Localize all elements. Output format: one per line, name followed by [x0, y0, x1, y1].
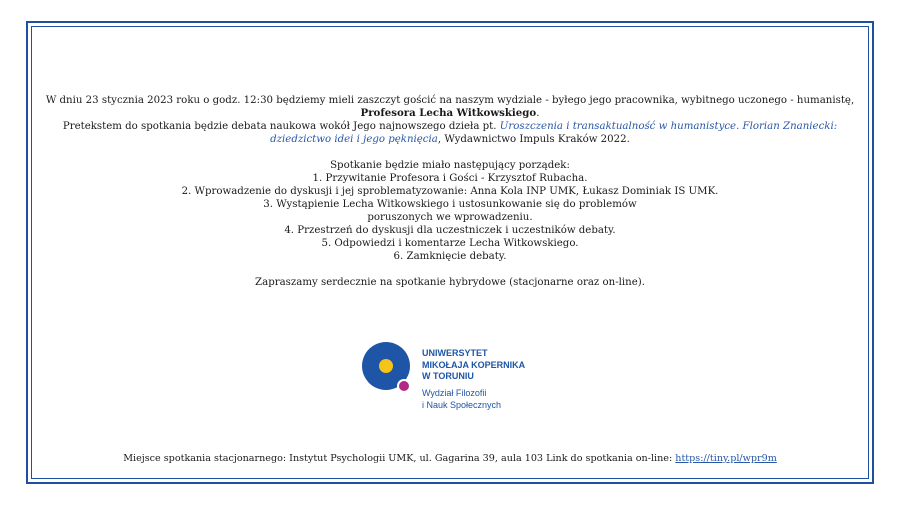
logo-line-1: UNIWERSYTET: [422, 348, 488, 358]
logo-line-2: MIKOŁAJA KOPERNIKA: [422, 359, 526, 370]
agenda-item: 2. Wprowadzenie do dyskusji i jej sproblematyzowanie: Anna Kola INP UMK, Łukasz Dominiak IS UMK.: [181, 186, 719, 197]
book-line-2: [34, 133, 866, 146]
agenda-heading: Spotkanie będzie miało następujący porządek:: [330, 160, 570, 171]
agenda-item: poruszonych we wprowadzeniu.: [367, 212, 533, 223]
publisher: , Wydawnictwo Impuls Kraków 2022.: [437, 134, 630, 145]
guest-name: Profesora Lecha Witkowskiego: [360, 107, 537, 119]
guest-suffix: .: [536, 108, 540, 119]
pretext-prefix: Pretekstem do spotkania będzie debata naukowa wokół Jego najnowszego dzieła pt.: [62, 121, 497, 132]
book-title-1[interactable]: Uroszczenia i transaktualność w humanistyce. Florian Znaniecki:: [499, 121, 838, 132]
guest-line: [34, 107, 866, 120]
agenda-item: 3. Wystąpienie Lecha Witkowskiego i ustosunkowanie się do problemów: [263, 199, 637, 210]
university-logo: [362, 342, 542, 418]
pretext-line: [34, 120, 866, 133]
logo-line-3: W TORUNIU: [422, 371, 474, 381]
agenda-item: 1. Przywitanie Profesora i Gości - Krzysztof Rubacha.: [312, 173, 588, 184]
agenda-item: 6. Zamknięcie debaty.: [393, 251, 507, 262]
logo-faculty: [422, 388, 501, 411]
logo-sub-1: Wydział Filozofii: [422, 388, 487, 398]
sun-icon: [379, 359, 393, 373]
online-meeting-link[interactable]: https://tiny.pl/wpr9m: [675, 453, 777, 464]
footer: [34, 452, 866, 465]
invitation-text: Zapraszamy serdecznie na spotkanie hybrydowe (stacjonarne oraz on-line).: [255, 277, 645, 288]
announcement-body: [34, 94, 866, 289]
planet-dot-icon: [397, 379, 411, 393]
book-title-2[interactable]: dziedzictwo idei i jego pęknięcia: [270, 134, 438, 145]
intro-line: W dniu 23 stycznia 2023 roku o godz. 12:30 będziemy mieli zaszczyt gościć na naszym wydziale - byłego jego pracownika, wybitnego uczonego - humanistę,: [45, 95, 855, 106]
agenda-item: 4. Przestrzeń do dyskusji dla uczestniczek i uczestników debaty.: [284, 225, 616, 236]
logo-university-name: [422, 348, 525, 383]
footer-location: Miejsce spotkania stacjonarnego: Instytut Psychologii UMK, ul. Gagarina 39, aula 103 Link do spotkania on-line:: [123, 453, 673, 464]
logo-sub-2: i Nauk Społecznych: [422, 399, 502, 410]
agenda-item: 5. Odpowiedzi i komentarze Lecha Witkowskiego.: [321, 238, 579, 249]
